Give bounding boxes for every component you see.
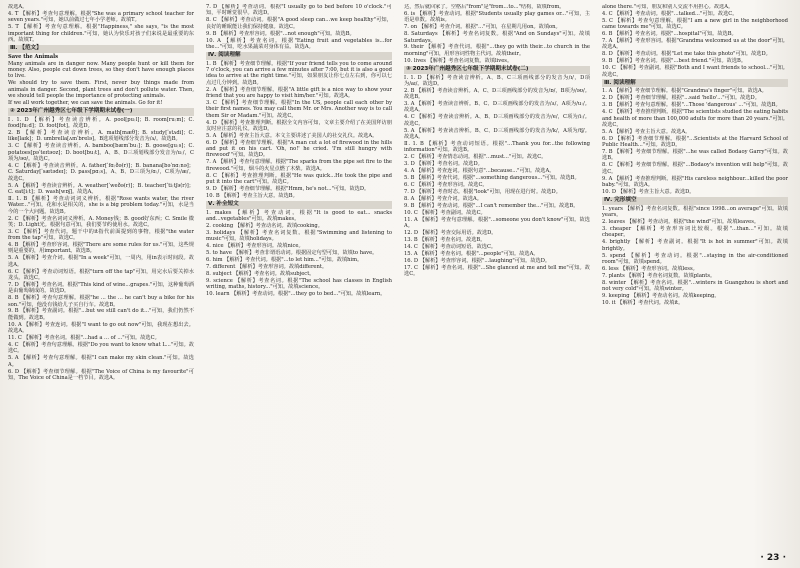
answer-paragraph: 10. C 【解析】考查副词。根据"Both and I want friends to school..."可知。故选C。 bbox=[602, 65, 788, 78]
answer-paragraph: 4. nice 【解析】考查形容词。故填nice。 bbox=[206, 243, 304, 250]
answer-paragraph: 11. C 【解析】考查名词。根据"...had a ... of ..."可知。故选C。 bbox=[8, 335, 160, 342]
answer-paragraph: 4. C 【解析】考查动词。根据"...talked..."可知。故选C。 bbox=[602, 10, 738, 17]
answer-paragraph: 1. makes 【解析】考查动词。根据"It is good to eat... snacks and...vegetables"可知。故填makes。 bbox=[206, 209, 392, 223]
answer-paragraph: 5. T 【解析】考查句意理解。根据"Happiness," she says, "is the most important thing for children."可知，她认为快乐对孩子们来说是最重要的东西。故填T。 bbox=[8, 24, 194, 43]
answer-paragraph: 12. D 【解析】考查交际用语。故选D。 bbox=[404, 229, 497, 236]
answer-paragraph: Ⅰ. 1. D 【解析】考查读音辨析。A、B、C三项画线部分的发音为/ɪ/，D项为/aɪ/。故选D。 bbox=[404, 74, 590, 87]
answer-paragraph: 6. less 【解析】考查形容词。故填less。 bbox=[602, 265, 698, 272]
answer-paragraph: 3. C 【解析】考查读音辨析。A. bamboo[bæmˈbuː]；B. goose[ɡuːs]；C. potatoes[pəˈteɪtəʊz]；D. boot[buːt]。A、B、D三项划线部分发音为/uː/，C项为/əʊ/。故选C。 bbox=[8, 143, 194, 163]
column-1 bbox=[8, 4, 194, 552]
section-heading: ② 2023年广州越秀区七年级下学期期末试卷(一) bbox=[8, 108, 194, 116]
answer-paragraph: 8. subject 【解析】考查名词。故填subject。 bbox=[206, 271, 315, 277]
column-3 bbox=[404, 4, 590, 552]
passage-title: Save the Animals bbox=[8, 53, 59, 60]
answer-paragraph: 4. brightly 【解析】考查副词。根据"It is hot in summer"可知。故填brightly。 bbox=[602, 239, 788, 252]
section-heading: Ⅳ. 完形填空 bbox=[602, 197, 788, 205]
answer-paragraph: 4. B 【解析】考查形容词。根据"There are some rules for us."可知，这些规则是重要的，用important。故选B。 bbox=[8, 242, 194, 255]
answer-paragraph: 9. B 【解析】考查副词。根据"...but we still can't do it..."可知，我们仍然不能做到。故选B。 bbox=[8, 308, 194, 321]
answer-paragraph: 1. A 【解析】考查细节理解。根据"Grandma's finger"可知。故选A。 bbox=[602, 88, 767, 95]
answer-paragraph: 7. D 【解析】考查动词。根据"I usually go to bed before 10 o'clock."可知，平时睡觉很早。故选D。 bbox=[206, 4, 392, 17]
answer-paragraph: 4. A 【解析】考查连词。根据句意"...because..."可知。故选A。 bbox=[404, 168, 555, 175]
section-heading: Ⅳ. 阅读理解 bbox=[206, 52, 392, 60]
answer-paragraph: 5. A 【解析】考查介词。根据"In a week"可知，一周内，用in表示时间段。故选A。 bbox=[8, 255, 194, 268]
answer-paragraph: 9. B 【解析】考查名词。根据"...best friend."可知。故选B。 bbox=[602, 58, 747, 65]
answer-paragraph: 7. D 【解析】考查名词。根据"This kind of wine...grapes."可知，这种葡萄酒是由葡萄制成的。故选D。 bbox=[8, 281, 194, 295]
answer-paragraph: 7. on 【解析】考查介词。根据"..."可知，在星期几用on。故填on。 bbox=[404, 24, 561, 31]
answer-paragraph: 15. A 【解析】考查名词。根据"...people"可知。故选A。 bbox=[404, 250, 539, 257]
answer-paragraph: 3. D 【解析】考查名词。故选D。 bbox=[404, 161, 483, 168]
answer-paragraph: 8. C 【解析】考查细节理解。根据"...Bodaoy's invention will help"可知。故选C。 bbox=[602, 162, 788, 175]
answer-paragraph: 10. A 【解析】考查名词。根据"Eating fruit and vegetables is...for the..."可知，吃水果蔬菜对身体有益。故选A。 bbox=[206, 37, 392, 50]
answer-paragraph: 3. B 【解析】考查句意理解。根据"...Those 'dangerous' ..."可知。故选B。 bbox=[602, 102, 781, 109]
section-heading: Ⅲ. 【范文】 bbox=[8, 45, 194, 53]
answer-paragraph: 14. C 【解析】考查动词短语。故选C。 bbox=[404, 243, 497, 250]
answer-paragraph: 6. him 【解析】考查代词。根据"...to let him..."可知。故填him。 bbox=[206, 257, 363, 264]
answer-paragraph: Ⅰ. 1. D 【解析】考查读音辨析。A. pool[puːl]；B. room[ruːm]；C. food[fuːd]；D. foot[fʊt]。故选D。 bbox=[8, 116, 194, 130]
answer-paragraph: 5. A 【解析】考查句意理解。根据"I can make my skin clean."可知。故选A。 bbox=[8, 355, 194, 368]
answer-paragraph: 5. A 【解析】考查读音辨析。A. weather[ˈweðə(r)]；B. teacher[ˈtiːtʃə(r)]；C. eat[iːt]；D. wash[wɒʃ]。故选A。 bbox=[8, 182, 194, 195]
answer-paragraph: 5. B 【解析】考查代词。根据"...something dangerous..."可知。故选B。 bbox=[404, 175, 580, 182]
answer-paragraph: 2. leaves 【解析】考查动词。根据"the wind"可知。故填leaves。 bbox=[602, 219, 760, 226]
answer-paragraph: 4. D 【解析】考查推理判断。根据全文内容可知，文章主要介绍了在美国拜访朋友时应注意的礼仪。故选D。 bbox=[206, 119, 392, 132]
answer-paragraph: 9. science 【解析】考查名词。根据"The school has classes in English writing, maths, history..."可知。故填science。 bbox=[206, 277, 392, 291]
answer-paragraph: 8. C 【解析】考查动词。根据"A good sleep can...we keep healthy"可知，良好的睡眠能让我们保持健康。故选C。 bbox=[206, 17, 392, 30]
answer-paragraph: 1. B 【解析】考查细节理解。根据"If your friend tells you to come around 7 o'clock, you can arrive a few minutes after 7:00, but it is also a good idea to arrive at the right time."可知，如果朋友让你七点左右到，你可以七点过几分钟到。故选B。 bbox=[206, 60, 392, 86]
section-heading: Ⅴ. 补全短文 bbox=[206, 201, 392, 209]
answer-paragraph: 6. is 【解析】考查动词。根据"Students usually play games or..."可知，主语是单数。故填is。 bbox=[404, 10, 590, 24]
answer-paragraph: Many animals are in danger now. Many people hunt or kill them for money. Also, people cut down trees, so they don't have enough places to live. bbox=[8, 60, 194, 80]
answer-paragraph: 5. spend 【解析】考查动词。根据"...staying in the air-conditioned room"可知。故填spend。 bbox=[602, 252, 788, 265]
answer-paragraph: 13. B 【解析】考查名词。故选B。 bbox=[404, 236, 486, 243]
answer-paragraph: 3. holidays 【解析】考查名词复数。根据"Swimming and listening to music"可知。故填holidays。 bbox=[206, 229, 392, 243]
answer-paragraph: 5. A 【解析】考查读音辨析。B、C、D三项画线部分的发音为/k/，A项为/tʃ/。故选A。 bbox=[404, 127, 590, 141]
answer-paragraph: 9. A 【解析】考查推理判断。根据"His careless neighbour...killed the poor baby."可知。故选A。 bbox=[602, 175, 788, 188]
answer-paragraph: Ⅱ. 1. B 【解析】考查动词短语。根据"...Thank you for...the following information"可知。故选B。 bbox=[404, 140, 590, 154]
answer-paragraph: 2. A 【解析】考查细节理解。根据"A little gift is a nice way to show your friend that you are happy to visit him/her."可知。故选A。 bbox=[206, 86, 392, 99]
answer-paragraph: 2. D 【解析】考查细节理解。根据"...said 'hello'..."可知。故选D。 bbox=[602, 95, 760, 102]
answer-paragraph: 11. A 【解析】考查句意理解。根据"...someone you don't know"可知。故选A。 bbox=[404, 216, 590, 230]
answer-paragraph: 8. Saturdays 【解析】考查名词复数。根据"And on Sundays"可知。故填Saturdays。 bbox=[404, 31, 590, 44]
answer-paragraph: 5. C 【解析】考查句意理解。根据"I am a new girl in the neighborhood came towards me"可知。故选C。 bbox=[602, 17, 788, 31]
answer-paragraph: 10. D 【解析】考查主旨大意。故选D。 bbox=[602, 188, 695, 195]
answer-paragraph: 5. A 【解析】考查主旨大意。本文主要讲述了美国人的社交礼仪。故选A。 bbox=[206, 132, 378, 139]
answer-paragraph: 2. B 【解析】考查读音辨析。A. math[mæθ]；B. study[ˈstʌdi]；C. like[laɪk]；D. umbrella[ʌmˈbrelə]。B选项划线部分发音为/ʌ/。故选B。 bbox=[8, 130, 194, 143]
answer-paragraph: 7. plants 【解析】考查名词复数。故填plants。 bbox=[602, 272, 716, 279]
answer-paragraph: 7. A 【解析】考查形容词。根据"Grandma welcomed us at the door"可知。故选A。 bbox=[602, 38, 788, 51]
answer-paragraph: 8. B 【解析】考查句意理解。根据"he ... the ... he can't buy a bike for his son."可知，他没有钱给儿子买自行车。故选B。 bbox=[8, 295, 194, 308]
answer-paragraph: 9. B 【解析】考查形容词。根据"...not enough"可知。故选B。 bbox=[206, 30, 355, 37]
answer-paragraph: 8. winter 【解析】考查名词。根据"...winters in Guangzhou is short and not very cold"可知。故填winter。 bbox=[602, 279, 788, 293]
answer-paragraph: 6. C 【解析】考查动词短语。根据"turn off the tap"可知，用完水后要关掉水龙头。故选C。 bbox=[8, 268, 194, 281]
page-number: · 23 · bbox=[760, 553, 786, 563]
answer-paragraph: 10. C 【解析】考查副词。故选C。 bbox=[404, 209, 486, 216]
answer-paragraph: 3. C 【解析】考查细节理解。根据"In the US, people call each other by their first names. You may call them Mr. or Mrs. Another way is to call them Sir or Madam."可知。故选C。 bbox=[206, 99, 392, 119]
answer-paragraph: 6. D 【解析】考查细节理解。根据"The Voice of China is my favourite"可知，The Voice of China是一档节目。故选A。 bbox=[8, 368, 194, 381]
answer-paragraph: 4. C 【解析】考查推理判断。根据"The scientists studied the eating habits and health of more than 100,000 adults for more than 20 years."可知。故选C。 bbox=[602, 109, 788, 128]
answer-paragraph: 8. C 【解析】考查推理判断。根据"He was quick...He took the pipe and put it into the cart"可知。故选C。 bbox=[206, 172, 392, 186]
answer-paragraph: 7. different 【解析】考查形容词。故填different。 bbox=[206, 264, 328, 271]
answer-paragraph: 9. their 【解析】考查代词。根据"...they go with their...to church in the morning"可知，用形容词性物主代词。故填their。 bbox=[404, 44, 590, 57]
answer-paragraph: 10. learn 【解析】考查动词。根据"...they go to bed..."可知。故填learn。 bbox=[206, 291, 386, 298]
answer-paragraph: 7. B 【解析】考查细节理解。根据"...he was called Bodaoy Garry"可知。故选B。 bbox=[602, 149, 788, 162]
answer-paragraph: 10. B 【解析】考查主旨大意。故选B。 bbox=[206, 192, 298, 199]
answer-paragraph: 4. C 【解析】考查读音辨析。A. father[ˈfɑːðə(r)]；B. banana[bəˈnɑːnə]；C. Saturday[ˈsætədeɪ]；D. pass[pɑːs]。A、B、D三项为/ɑː/，C项为/æ/。故选C。 bbox=[8, 162, 194, 182]
answer-paragraph: 4. C 【解析】考查句意理解。根据"Do you want to know what L..."可知。故选C。 bbox=[8, 341, 194, 355]
answer-paragraph: Ⅱ. 1. B 【解析】考查动词词义辨析。根据"Rose wants water, the river Water..."可知，花和水是相关的，she is a big problem today."可知，水是当今的一个大问题。故选B。 bbox=[8, 195, 194, 215]
answer-paragraph: 6. B 【解析】考查名词。根据"...hospital"可知。故选B。 bbox=[602, 31, 737, 38]
answer-paragraph: 9. B 【解析】考查动词。根据"...I can't remember the..."可知。故选B。 bbox=[404, 202, 579, 209]
answer-paragraph: alone there."可知，朋友和别人交流不用担心。故选A。 bbox=[602, 4, 734, 10]
answer-paragraph: 8. A 【解析】考查介词。故选A。 bbox=[404, 195, 482, 202]
section-heading: Ⅲ. 阅读理解 bbox=[602, 79, 788, 87]
answer-paragraph: 4. T 【解析】考查句意理解。根据"She was a primary school teacher for seven years."可知，她以前做过七年小学老师。故填T。 bbox=[8, 10, 194, 24]
answer-paragraph: 达，然后就回家了。空格后"from"是"from...to..."结构，故填from。 bbox=[404, 4, 565, 10]
answer-paragraph: 故选A。 bbox=[8, 4, 28, 10]
answer-paragraph: 2. B 【解析】考查读音辨析。A、C、D三项画线部分的发音为/ɒ/，B项为/əʊ/。故选B。 bbox=[404, 87, 590, 101]
answer-paragraph: If we all work together, we can save the animals. Go for it! bbox=[8, 99, 163, 106]
answer-paragraph: 9. keeping 【解析】考查动名词。故填keeping。 bbox=[602, 293, 720, 299]
answer-paragraph: 2. C 【解析】考查名词词义辨析。A. Money钱；B. good好东西；C. Smile 微笑；D. Light光。根据句意可知，我们要节约使用水。故选C。 bbox=[8, 215, 194, 228]
answer-paragraph: 8. D 【解析】考查动词。根据"Let me take this photo"可知。故选D。 bbox=[602, 51, 771, 58]
answer-paragraph: 1. years 【解析】考查名词复数。根据"since 1998...on average"可知。故填years。 bbox=[602, 205, 788, 219]
answer-paragraph: 3. cheaper 【解析】考查形容词比较级。根据"...than..."可知。故填cheaper。 bbox=[602, 226, 788, 239]
answer-paragraph: 4. C 【解析】考查读音辨析。A、B、D三项画线部分的发音为/e/，C项为/iː/。故选C。 bbox=[404, 114, 590, 127]
answer-paragraph: 7. D 【解析】考查时态。根据"look"可知，用现在进行时。故选D。 bbox=[404, 188, 561, 195]
answer-paragraph: 16. D 【解析】考查形容词。根据"...laughing"可知。故选D。 bbox=[404, 257, 551, 264]
column-4 bbox=[602, 4, 788, 552]
answer-paragraph: 6. C 【解析】考查形容词。故选C。 bbox=[404, 182, 488, 188]
answer-paragraph: 9. D 【解析】考查细节理解。根据"Hmm, he's not..."可知。故选D。 bbox=[206, 185, 370, 192]
answer-paragraph: 7. A 【解析】考查句意理解。根据"The sparks from the pipe set fire to the firewood."可知，烟斗的火星点燃了木柴。故选A。 bbox=[206, 159, 392, 172]
answer-paragraph: 3. C 【解析】考查代词。题干中的it指代前面提到的事物，根据"the water from the tap"可知。故选C。 bbox=[8, 228, 194, 242]
answer-paragraph: 5. to have 【解析】考查非谓语动词。根据固定句型可知，故填to have。 bbox=[206, 250, 378, 257]
answer-paragraph: 2. cooking 【解析】考查动名词。故填cooking。 bbox=[206, 223, 323, 230]
answer-paragraph: 10. it 【解析】考查代词。故填it。 bbox=[602, 299, 684, 306]
answer-paragraph: We should try to save them. First, never buy things made from animals in danger. Second, plant trees and don't pollute water. Then, we should tell people the importance of protecting animals. bbox=[8, 80, 194, 99]
answer-paragraph: 6. D 【解析】考查细节理解。根据"A man cut a lot of firewood in the hills and put it on his cart. 'Oh, no!' he cried. 'I'm still hungry with firewood'"可知。故选D。 bbox=[206, 139, 392, 159]
answer-paragraph: 5. A 【解析】考查主旨大意。故选A。 bbox=[602, 128, 691, 135]
answer-paragraph: 6. D 【解析】考查细节理解。根据"...Scientists at the Harvard School of Public Health..."可知。故选D。 bbox=[602, 135, 788, 149]
section-heading: ③ 2023年广州越秀区七年级下学期期末试卷(二) bbox=[404, 66, 590, 74]
answer-paragraph: 3. A 【解析】考查读音辨析。B、C、D三项画线部分的发音为/ʌ/，A项为/uː/。故选A。 bbox=[404, 101, 590, 114]
answer-paragraph: 10. lives 【解析】考查名词复数。故填lives。 bbox=[404, 57, 513, 64]
answer-paragraph: 10. A 【解析】考查连词。根据"I want to go out now"可知，我现在想出去。故选A。 bbox=[8, 321, 194, 335]
answer-paragraph: 2. C 【解析】考查情态动词。根据"...must..."可知。故选C。 bbox=[404, 154, 547, 161]
column-2 bbox=[206, 4, 392, 552]
answer-paragraph: 17. C 【解析】考查名词。根据"...She glanced at me and tell me"可知。故选C。 bbox=[404, 264, 590, 277]
